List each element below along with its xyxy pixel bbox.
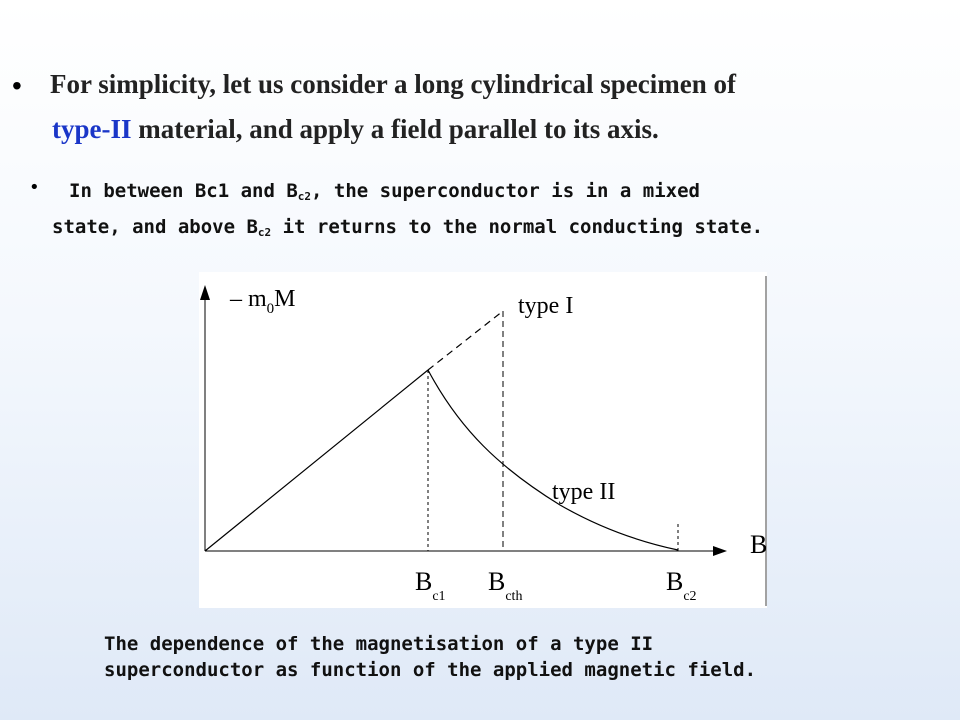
type-ii-highlight: type-II xyxy=(52,114,132,144)
x-axis-label: B xyxy=(750,530,768,559)
intro-line-2-rest: material, and apply a field parallel to its axis. xyxy=(131,114,659,144)
mixed-state-sub-c: c2 xyxy=(257,226,272,239)
tick-label-bc1: $B_{c1}$ xyxy=(415,567,446,604)
mixed-state-sub-a: c2 xyxy=(297,190,312,203)
mixed-state-text-d: it returns to the normal conducting state. xyxy=(271,216,764,238)
tick-label-bcth: $B_{cth}$ xyxy=(488,567,523,604)
mixed-state-text-b: , the superconductor is in a mixed xyxy=(311,180,700,202)
tick-label-bc2: $B_{c2}$ xyxy=(666,567,697,604)
bullet-icon: • xyxy=(12,70,22,101)
y-axis-label: – $m_0M$ xyxy=(230,286,296,317)
sub-bullet-icon: • xyxy=(29,177,40,198)
figure-caption: The dependence of the magnetisation of a type II superconductor as function of the applied magnetic field. xyxy=(104,633,757,681)
type-ii-label: type II xyxy=(552,479,616,505)
mixed-state-text-c: state, and above B xyxy=(52,216,258,238)
intro-line-1: For simplicity, let us consider a long cylindrical specimen of xyxy=(50,69,736,99)
type-i-label: type I xyxy=(518,293,574,319)
mixed-state-text-a: In between Bc1 and B xyxy=(69,180,298,202)
figure-background xyxy=(199,272,767,608)
